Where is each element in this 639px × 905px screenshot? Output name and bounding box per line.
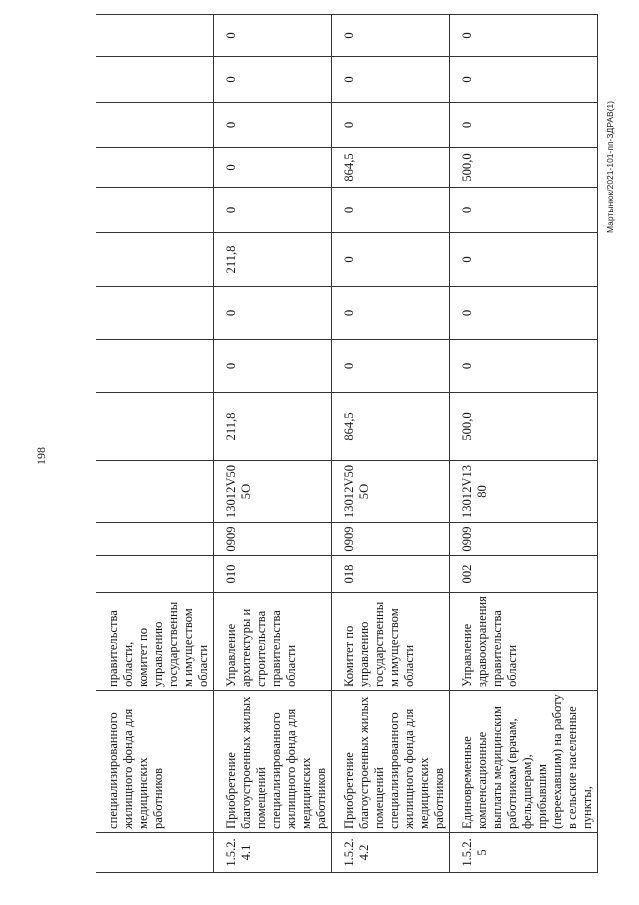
cell-item-number: 1.5.2. 5 — [450, 833, 598, 873]
cell-agency-code: 010 — [214, 556, 332, 593]
cell-value-col-1: 0 — [214, 340, 332, 393]
cell-value-col-5 — [96, 148, 214, 188]
cell-measure-name: Приобретение благоустроенных жилых помещений специализированного жилищного фонда для медицинских работников — [214, 691, 332, 833]
cell-measure-name: специализированного жилищного фонда для медицинских работников — [96, 691, 214, 833]
cell-responsible-agency: Управление здравоохранения правительства области — [450, 593, 598, 691]
cell-item-number — [96, 833, 214, 873]
cell-total-amount: 211,8 — [214, 393, 332, 461]
cell-value-col-8: 0 — [214, 15, 332, 57]
cell-responsible-agency: Комитет по управлению государственным имуществом области — [332, 593, 450, 691]
cell-target-article — [96, 461, 214, 523]
cell-agency-code — [96, 556, 214, 593]
cell-item-number: 1.5.2. 4.1 — [214, 833, 332, 873]
table-row — [96, 15, 214, 873]
cell-value-col-6: 0 — [332, 103, 450, 148]
cell-value-col-4 — [96, 188, 214, 233]
cell-agency-code: 018 — [332, 556, 450, 593]
cell-value-col-5: 500,0 — [450, 148, 598, 188]
cell-value-col-7: 0 — [332, 57, 450, 103]
cell-value-col-3: 0 — [450, 233, 598, 287]
table-row — [214, 15, 332, 873]
cell-value-col-7 — [96, 57, 214, 103]
cell-value-col-3: 211,8 — [214, 233, 332, 287]
cell-total-amount — [96, 393, 214, 461]
cell-value-col-2: 0 — [450, 287, 598, 340]
cell-value-col-1: 0 — [332, 340, 450, 393]
cell-value-col-6: 0 — [450, 103, 598, 148]
cell-value-col-4: 0 — [332, 188, 450, 233]
budget-table — [96, 14, 598, 873]
cell-section-code: 0909 — [214, 523, 332, 556]
cell-value-col-6 — [96, 103, 214, 148]
cell-value-col-3 — [96, 233, 214, 287]
cell-value-col-1: 0 — [450, 340, 598, 393]
cell-measure-name: Единовременные компенсационные выплаты медицинским работникам (врачам, фельдшерам), прибывшим (переехавшим) на работу в сельские населенные пункты, — [450, 691, 598, 833]
cell-section-code: 0909 — [450, 523, 598, 556]
cell-value-col-5: 864,5 — [332, 148, 450, 188]
cell-value-col-7: 0 — [450, 57, 598, 103]
cell-target-article: 13012V1380 — [450, 461, 598, 523]
cell-section-code — [96, 523, 214, 556]
cell-value-col-8: 0 — [450, 15, 598, 57]
cell-value-col-2: 0 — [214, 287, 332, 340]
table-row — [332, 15, 450, 873]
cell-value-col-8: 0 — [332, 15, 450, 57]
cell-target-article: 13012V505О — [332, 461, 450, 523]
cell-total-amount: 500,0 — [450, 393, 598, 461]
cell-value-col-4: 0 — [450, 188, 598, 233]
cell-responsible-agency: правительства области, комитет по управлению государственным имуществом области — [96, 593, 214, 691]
cell-value-col-2 — [96, 287, 214, 340]
page-number: 198 — [34, 447, 48, 465]
table-row — [450, 15, 598, 873]
cell-value-col-5: 0 — [214, 148, 332, 188]
document-id-label: Мартынюк/2021-101-пп-ЗДРАВ(1) — [605, 100, 615, 233]
cell-value-col-6: 0 — [214, 103, 332, 148]
cell-item-number: 1.5.2. 4.2 — [332, 833, 450, 873]
cell-value-col-8 — [96, 15, 214, 57]
cell-value-col-2: 0 — [332, 287, 450, 340]
cell-total-amount: 864,5 — [332, 393, 450, 461]
cell-target-article: 13012V505О — [214, 461, 332, 523]
cell-value-col-1 — [96, 340, 214, 393]
cell-responsible-agency: Управление архитектуры и строительства правительства области — [214, 593, 332, 691]
cell-section-code: 0909 — [332, 523, 450, 556]
cell-value-col-7: 0 — [214, 57, 332, 103]
cell-agency-code: 002 — [450, 556, 598, 593]
cell-measure-name: Приобретение благоустроенных жилых помещений специализированного жилищного фонда для медицинских работников — [332, 691, 450, 833]
cell-value-col-3: 0 — [332, 233, 450, 287]
cell-value-col-4: 0 — [214, 188, 332, 233]
